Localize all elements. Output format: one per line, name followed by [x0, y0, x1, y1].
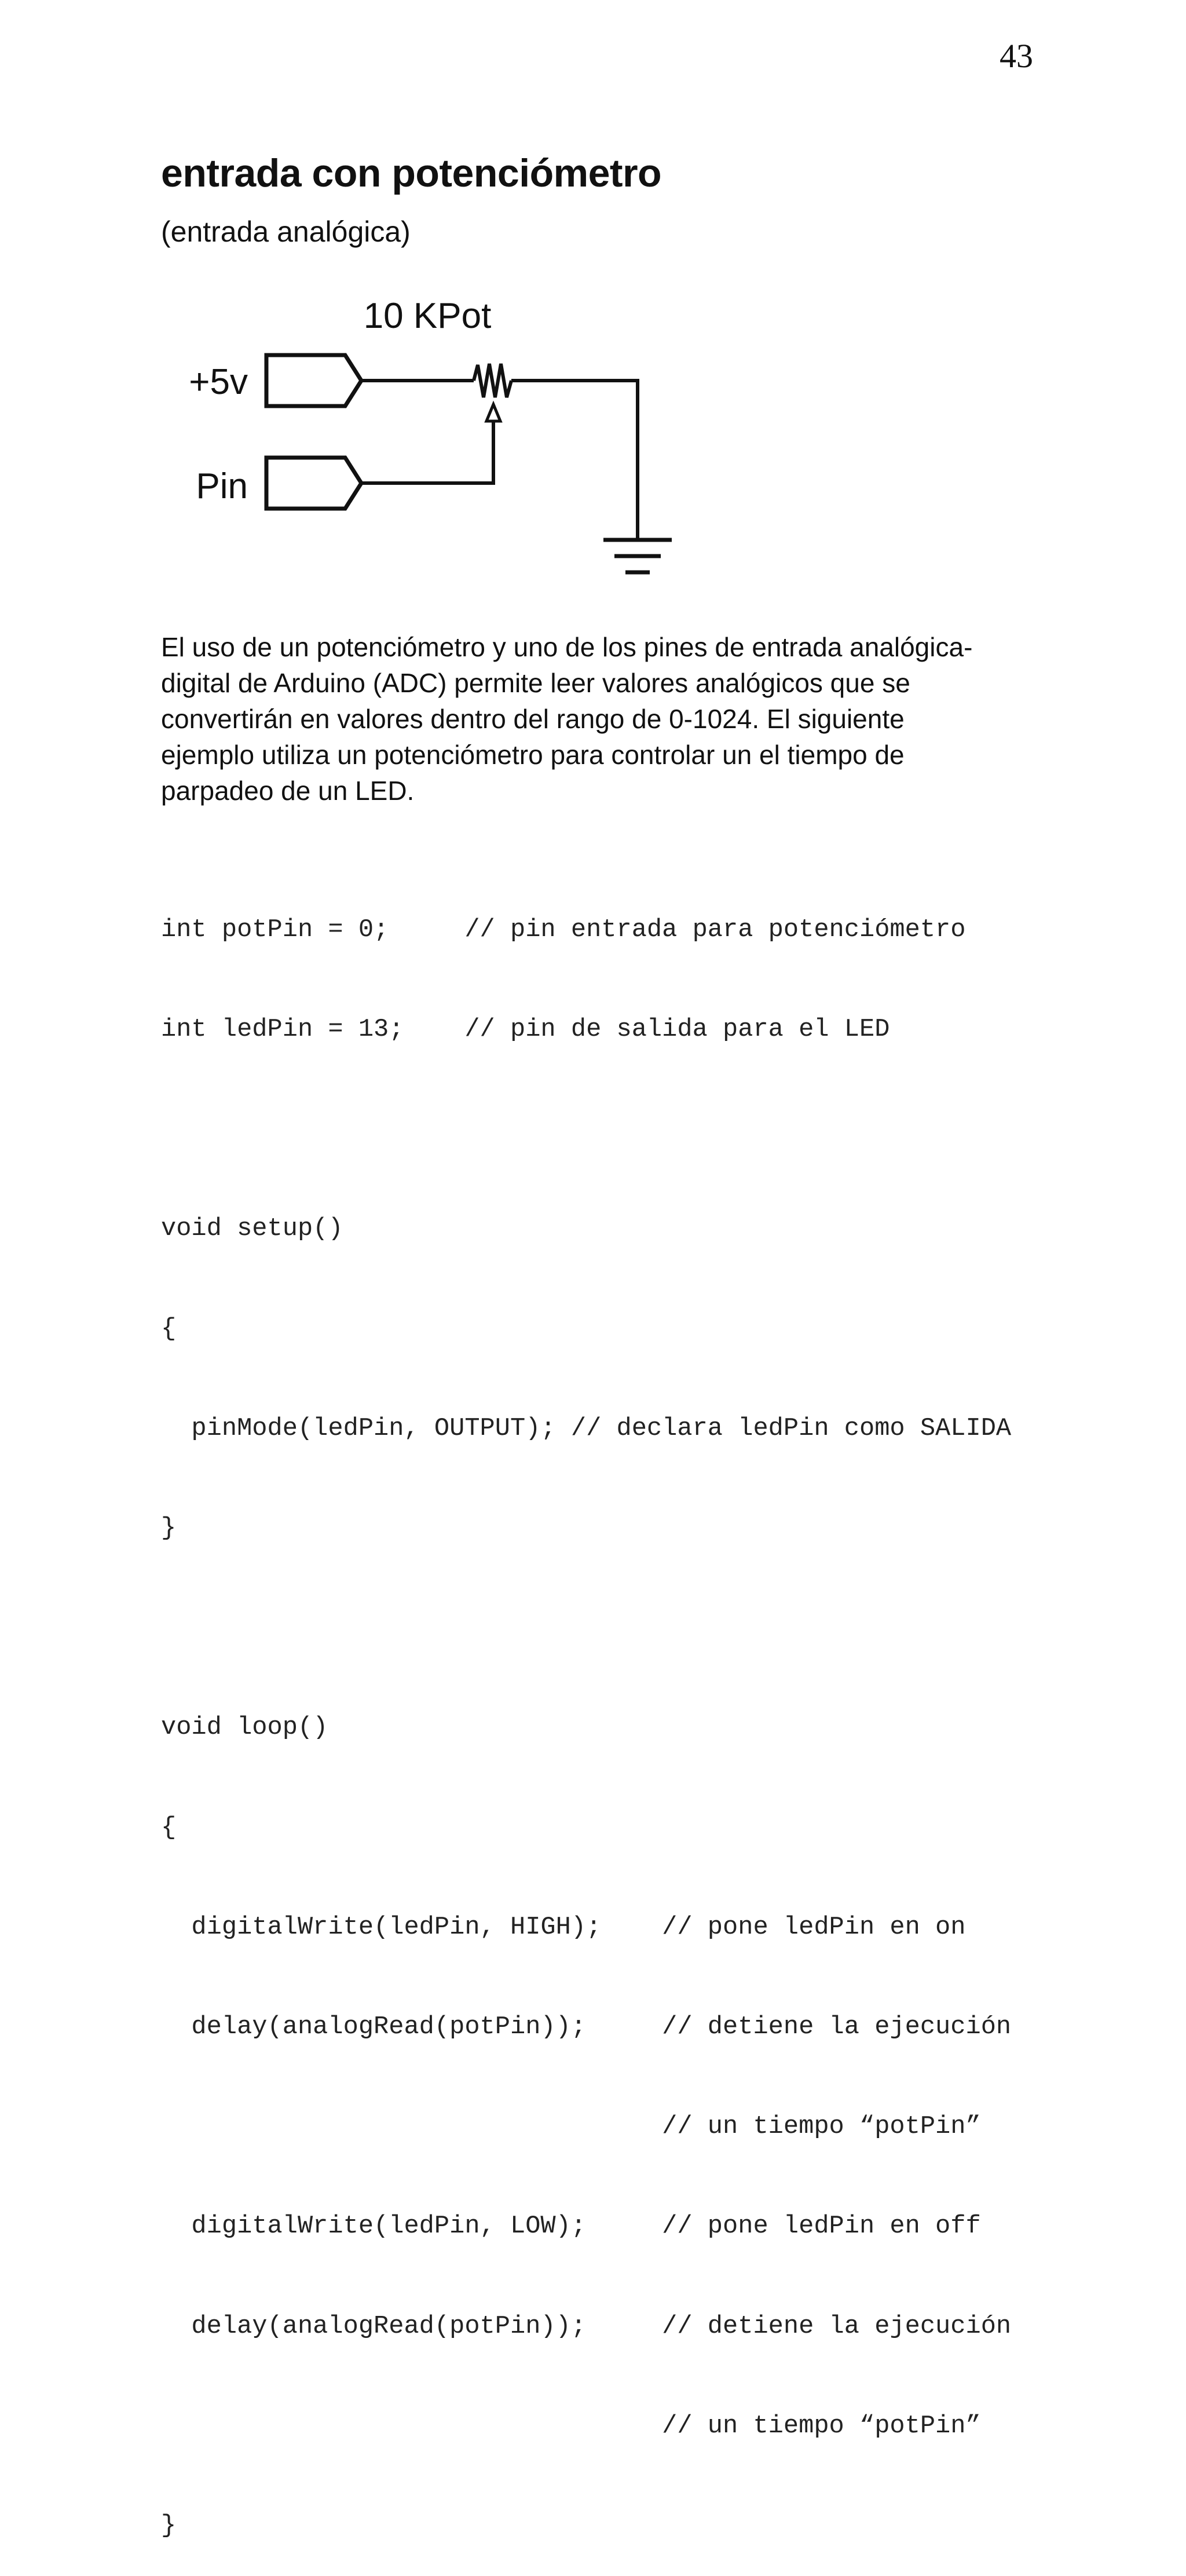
wire-to-ground [511, 381, 638, 540]
code-line: // un tiempo “potPin” [161, 2113, 981, 2142]
paragraph-line: parpadeo de un LED. [161, 776, 415, 806]
code-listing [161, 847, 1011, 2576]
code-line: delay(analogRead(potPin)); // detiene la ejecución [161, 2013, 1012, 2042]
pin-connector [266, 458, 361, 509]
pot-label: 10 KPot [363, 296, 492, 336]
ground-symbol [603, 540, 672, 572]
code-line: digitalWrite(ledPin, HIGH); // pone ledPin en on [161, 1913, 966, 1942]
page-subtitle: (entrada analógica) [161, 215, 411, 248]
code-line: } [161, 2512, 177, 2541]
plus5v-connector [266, 355, 361, 406]
paragraph-line: digital de Arduino (ADC) permite leer valores analógicos que se [161, 668, 910, 698]
code-line: } [161, 1514, 177, 1543]
paragraph-line: El uso de un potenciómetro y uno de los pines de entrada analógica- [161, 632, 973, 662]
potentiometer-resistor-symbol [474, 364, 511, 397]
code-line: { [161, 1314, 177, 1343]
code-line: delay(analogRead(potPin)); // detiene la ejecución [161, 2312, 1012, 2341]
plus5v-label: +5v [189, 362, 248, 402]
page-number: 43 [1000, 37, 1033, 75]
page-title: entrada con potenciómetro [161, 151, 662, 195]
code-line [161, 1612, 1011, 1645]
code-line [161, 1113, 1011, 1146]
paragraph-line: ejemplo utiliza un potenciómetro para controlar un el tiempo de [161, 740, 905, 770]
code-line: int ledPin = 13; // pin de salida para el LED [161, 1015, 890, 1044]
code-line: int potPin = 0; // pin entrada para potenciómetro [161, 915, 966, 944]
code-line: void loop() [161, 1713, 328, 1742]
wiper-arrow [486, 404, 500, 421]
code-line: // un tiempo “potPin” [161, 2411, 981, 2440]
paragraph-line: convertirán en valores dentro del rango de 0-1024. El siguiente [161, 704, 905, 734]
potentiometer-circuit-diagram [161, 290, 682, 591]
description-paragraph [161, 629, 1041, 809]
code-line: digitalWrite(ledPin, LOW); // pone ledPin en off [161, 2212, 981, 2241]
code-line: pinMode(ledPin, OUTPUT); // declara ledPin como SALIDA [161, 1414, 1012, 1443]
pin-label: Pin [196, 466, 248, 506]
wire-pin-to-wiper [361, 421, 493, 483]
code-line: { [161, 1813, 177, 1842]
code-line: void setup() [161, 1215, 343, 1244]
